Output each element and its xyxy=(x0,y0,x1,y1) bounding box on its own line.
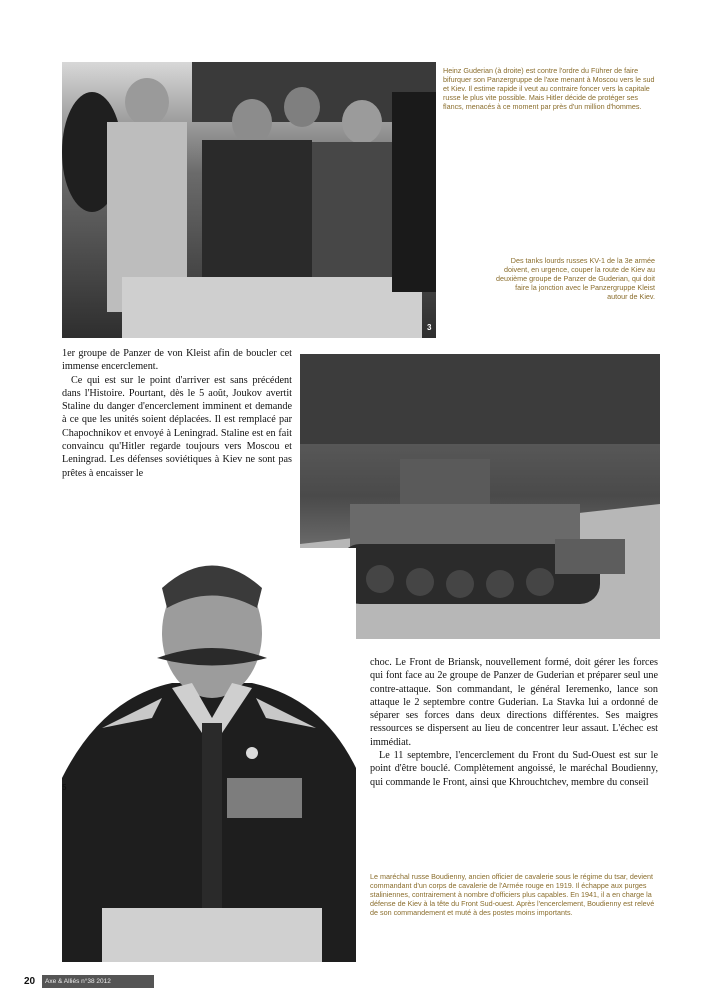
photo-officers-map xyxy=(62,62,436,338)
paragraph: Le 11 septembre, l'encerclement du Front du Sud-Ouest est sur le point d'être bouclé. Complètement angoissé, le maréchal Boudienny, qui commande le Front, ainsi que Khrouchtchev, membre du conseil xyxy=(370,750,658,788)
caption-boudienny: Le maréchal russe Boudienny, ancien officier de cavalerie sous le régime du tsar, devient commandant d'un corps de cavalerie de l'Armée rouge en 1919. Il échappe aux purges staliniennes, contrairement à nombre d'officiers plus capables. En 1941, il a en charge la défense de Kiev à la tête du Front Sud-ouest. Après l'encerclement, Boudienny est relevé de son commandement et muté à des postes moins importants. xyxy=(370,872,655,917)
caption-guderian: Heinz Guderian (à droite) est contre l'ordre du Führer de faire bifurquer son Panzergruppe de l'axe menant à Moscou vers le sud et Kiev. Il estime rapide il veut au contraire foncer vers la capitale russe le plus vite possible. Mais Hitler décide de protéger ses flancs, menacés à ce moment par près d'un million d'hommes. xyxy=(443,66,655,111)
paragraph: 1er groupe de Panzer de von Kleist afin de boucler cet immense encerclement. xyxy=(62,348,292,373)
caption-kv1-tanks: Des tanks lourds russes KV-1 de la 3e armée doivent, en urgence, couper la route de Kiev au deuxième groupe de Panzer de Guderian, qui doit faire la jonction avec le Panzergruppe Kleist autour de Kiev. xyxy=(495,256,655,301)
photo-number-1: 3 xyxy=(427,323,432,332)
photo-marshal-boudienny xyxy=(62,548,356,962)
page-number: 20 xyxy=(24,976,36,987)
photo-number-3: 5 xyxy=(62,783,67,792)
body-column-1 xyxy=(62,347,292,480)
body-column-2 xyxy=(370,656,658,789)
paragraph: choc. Le Front de Briansk, nouvellement formé, doit gérer les forces qui font face au 2e groupe de Panzer de Guderian et préparer seul une contre-attaque. Son commandant, le général Ieremenko, lance son attaque le 2 septembre contre Guderian. La Stavka lui a ordonné de séparer ses forces dans deux directions différentes. Ses maigres ressources se dispersent au lieu de concentrer leur assaut. L'échec est immédiat. xyxy=(370,657,658,748)
magazine-footer: Axe & Alliés n°38 2012 xyxy=(42,975,154,988)
paragraph: Ce qui est sur le point d'arriver est sans précédent dans l'Histoire. Pourtant, dès le 5 août, Joukov avertit Staline du danger d'encerclement imminent et demande à ce que les unités soient déplacées. Il est remplacé par Chapochnikov et envoyé à Leningrad. Staline est en fait convaincu qu'Hitler regarde toujours vers Moscou et Leningrad. Les défenses soviétiques à Kiev ne sont pas prêtes à encaisser le xyxy=(62,374,292,479)
